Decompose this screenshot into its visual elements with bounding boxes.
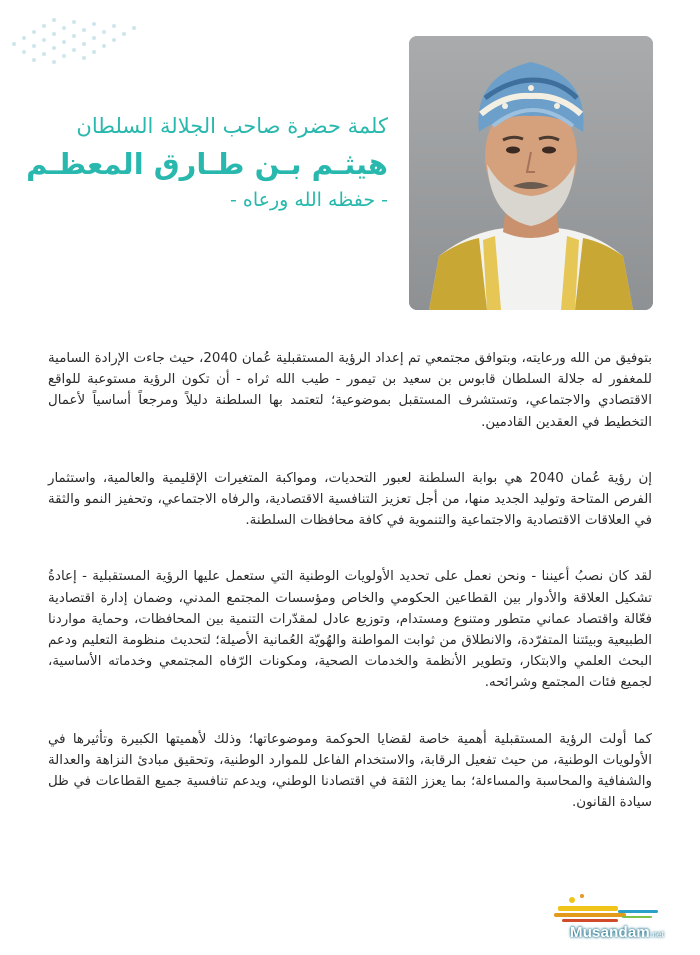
speech-body: [48, 348, 652, 813]
site-watermark-logo: [548, 888, 696, 950]
heading-title: كلمة حضرة صاحب الجلالة السلطان: [76, 114, 388, 138]
watermark-text: Musandam.net: [570, 924, 665, 941]
paragraph-2: إن رؤية عُمان 2040 هي بوابة السلطنة لعبور التحديات، ومواكبة المتغيرات الإقليمية والعالمية، واستثمار الفرص المتاحة وتوليد الجديد منها، من أجل تعزيز التنافسية الاقتصادية، والرفاه الاجتماعي، وتحفيز النمو والثقة في العلاقات الاقتصادية والاجتماعية والتنموية في كافة محافظات السلطنة.: [48, 470, 652, 529]
portrait-photo: [409, 36, 653, 310]
paragraph-1: بتوفيق من الله ورعايته، وبتوافق مجتمعي تم إعداد الرؤية المستقبلية عُمان 2040، حيث جاءت الإرادة السامية للمغفور له جلالة السلطان قابوس بن سعيد بن تيمور - طيب الله ثراه - أن تكون الرؤية مستوعبة للواقع الاقتصادي والاجتماعي، وتستشرف المستقبل بموضوعية؛ لتعتمد بها السلطنة دليلاً ومرجعاً أساسياً لأعمال التخطيط في العقدين القادمين.: [48, 351, 652, 430]
heading-name: هيثـم بـن طـارق المعظـم: [26, 147, 388, 181]
heading-blessing: - حفظه الله ورعاه -: [230, 189, 388, 211]
paragraph-3: لقد كان نصبُ أعيننا - ونحن نعمل على تحديد الأولويات الوطنية التي ستعمل عليها الرؤية المستقبلية - إعادةُ تشكيل العلاقة والأدوار بين القطاعين الحكومي والخاص ومؤسسات المجتمع المدني، وضمان إدارة اقتصادية فعّالة واقتصاد عماني متطور ومتنوع ومستدام، وتوزيع عادل لمقدّرات التنمية بين المحافظات، وحماية مواردنا الطبيعية وبيئتنا المتفرّدة، والانطلاق من ثوابت المواطنة والهُويّة العُمانية الأصيلة؛ لتحديث منظومة التعليم ودعم البحث العلمي والابتكار، وتطوير الأنظمة والخدمات الصحية، ومكونات الرّفاه المجتمعي وخدماته الأساسية، لجميع فئات المجتمع وشرائحه.: [48, 569, 652, 691]
speech-heading: [8, 112, 388, 214]
paragraph-4: كما أولت الرؤية المستقبلية أهمية خاصة لقضايا الحوكمة وموضوعاتها؛ وذلك لأهميتها الكبيرة وتأثيرها في الأولويات الوطنية، من حيث تفعيل الرقابة، والاستخدام الفاعل للموارد الوطنية، وتحقيق مبادئ النزاهة والعدالة والشفافية والمحاسبة والمساءلة؛ بما يعزز الثقة في اقتصادنا الوطني، ويدعم تنافسية جميع القطاعات في ظل سيادة القانون.: [48, 731, 652, 811]
decorative-dot-pattern: [8, 12, 148, 82]
